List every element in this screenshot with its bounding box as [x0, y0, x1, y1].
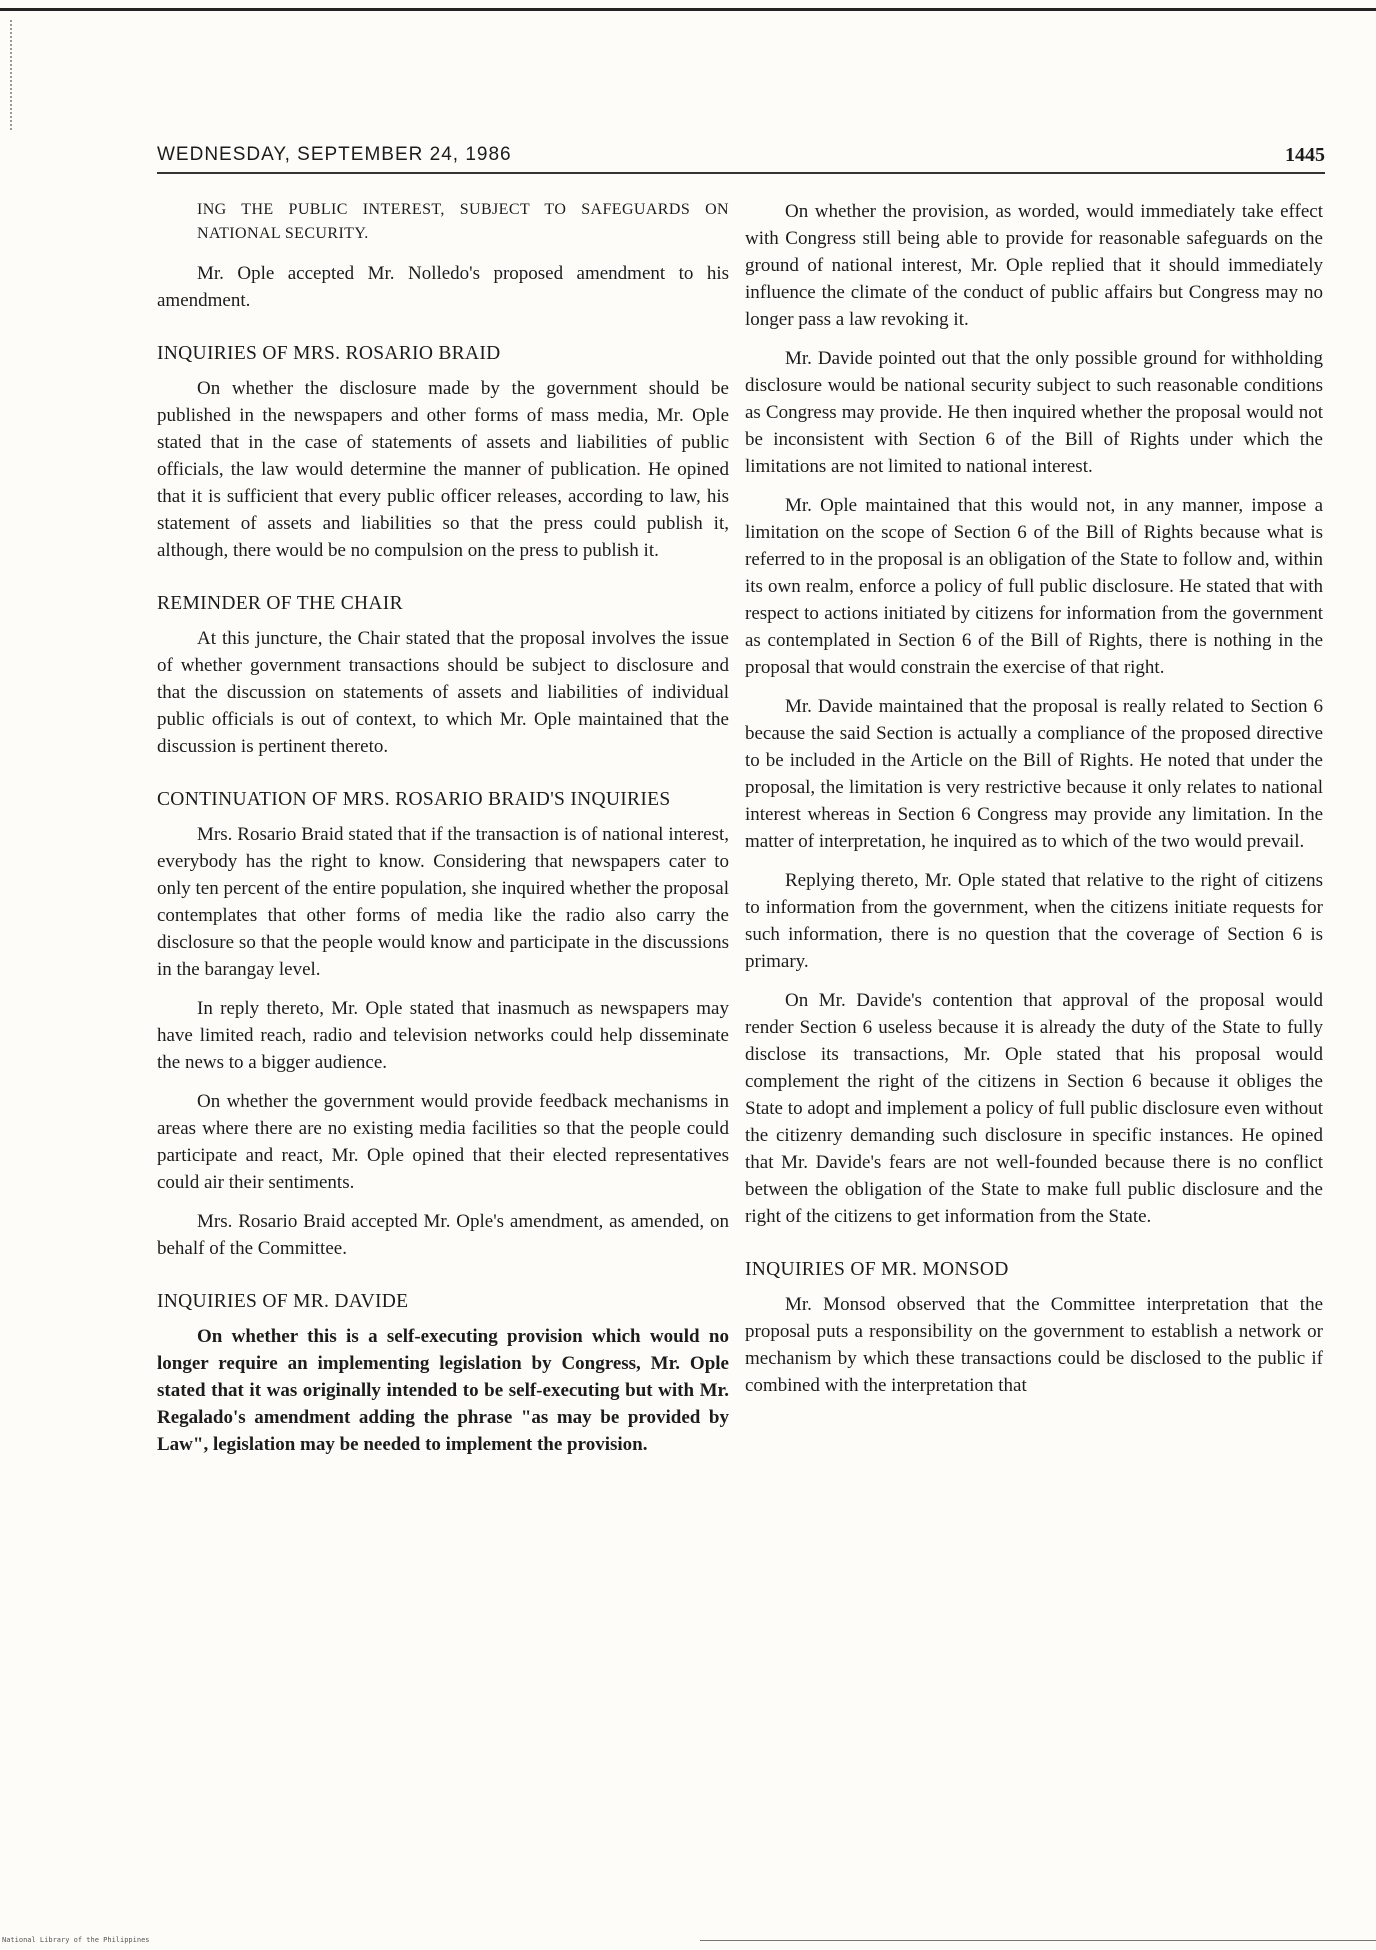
- section-heading: CONTINUATION OF MRS. ROSARIO BRAID'S INQUIRIES: [157, 789, 671, 810]
- paragraph: On Mr. Davide's contention that approval of the proposal would render Section 6 useless because it is already the duty of the State to fully disclose its transactions, Mr. Ople stated that his proposal would complement the right of the citizens in Section 6 because it obliges the State to adopt and implement a policy of full public disclosure even without the citizenry demanding such disclosure in specific instances. He opined that Mr. Davide's fears are not well-founded because there is no conflict between the obligation of the State to make full public disclosure and the right of the citizens to get information from the State.: [745, 990, 1323, 1227]
- paragraph: At this juncture, the Chair stated that the proposal involves the issue of whether government transactions should be subject to disclosure and that the discussion on statements of assets and liabilities of individual public officials is out of context, to which Mr. Ople maintained that the discussion is pertinent thereto.: [157, 628, 729, 757]
- scan-edge-mark: [10, 20, 32, 130]
- paragraph: Replying thereto, Mr. Ople stated that relative to the right of citizens to information from the government, when the citizens initiate requests for such information, there is no question that the coverage of Section 6 is primary.: [745, 870, 1323, 972]
- bottom-rule: [700, 1940, 1376, 1941]
- paragraph: On whether this is a self-executing provision which would no longer require an implementing legislation by Congress, Mr. Ople stated that it was originally intended to be self-executing but with Mr. Regalado's amendment adding the phrase "as may be provided by Law", legislation may be needed to implement the provision.: [157, 1326, 729, 1455]
- paragraph: In reply thereto, Mr. Ople stated that inasmuch as newspapers may have limited reach, radio and television networks could help disseminate the news to a bigger audience.: [157, 998, 729, 1073]
- paragraph: Mr. Ople accepted Mr. Nolledo's proposed amendment to his amendment.: [157, 263, 729, 311]
- paragraph: Mrs. Rosario Braid accepted Mr. Ople's amendment, as amended, on behalf of the Committee.: [157, 1211, 729, 1259]
- right-column: [745, 198, 1323, 1411]
- paragraph: Mrs. Rosario Braid stated that if the transaction is of national interest, everybody has the right to know. Considering that newspapers cater to only ten percent of the entire population, she inquired whether the proposal contemplates that other forms of media like the radio also carry the disclosure so that the people would know and participate in the discussions in the barangay level.: [157, 824, 729, 980]
- header-date: WEDNESDAY, SEPTEMBER 24, 1986: [157, 144, 512, 165]
- paragraph: Mr. Davide pointed out that the only possible ground for withholding disclosure would be national security subject to such reasonable conditions as Congress may provide. He then inquired whether the proposal would not be inconsistent with Section 6 of the Bill of Rights under which the limitations are not limited to national interest.: [745, 348, 1323, 477]
- section-heading: INQUIRIES OF MRS. ROSARIO BRAID: [157, 343, 501, 364]
- section-heading: INQUIRIES OF MR. MONSOD: [745, 1259, 1009, 1280]
- section-heading: INQUIRIES OF MR. DAVIDE: [157, 1291, 409, 1312]
- paragraph: Mr. Davide maintained that the proposal is really related to Section 6 because the said Section is actually a compliance of the proposed directive to be included in the Article on the Bill of Rights. He noted that under the proposal, the limitation is very restrictive because it only relates to national interest whereas in Section 6 Congress may provide any limitation. In the matter of interpretation, he inquired as to which of the two would prevail.: [745, 696, 1323, 852]
- top-border-rule: [0, 8, 1376, 11]
- left-column: [157, 198, 729, 1470]
- page-number: 1445: [1285, 144, 1325, 166]
- scan-footer-note: National Library of the Philippines: [2, 1936, 150, 1944]
- paragraph: On whether the provision, as worded, would immediately take effect with Congress still being able to provide for reasonable safeguards on the ground of national interest, Mr. Ople replied that it should immediately influence the climate of the conduct of public affairs but Congress may no longer pass a law revoking it.: [745, 201, 1323, 330]
- header-rule: [157, 172, 1325, 174]
- paragraph: Mr. Monsod observed that the Committee interpretation that the proposal puts a responsibility on the government to establish a network or mechanism by which these transactions could be disclosed to the public if combined with the interpretation that: [745, 1294, 1323, 1396]
- intro-caps-text: ING THE PUBLIC INTEREST, SUBJECT TO SAFEGUARDS ON NATIONAL SECURITY.: [197, 201, 729, 242]
- page-header: [157, 144, 1325, 174]
- paragraph: On whether the disclosure made by the government should be published in the newspapers and other forms of mass media, Mr. Ople stated that in the case of statements of assets and liabilities of public officials, the law would determine the manner of publication. He opined that it is sufficient that every public officer releases, according to law, his statement of assets and liabilities so that the press could publish it, although, there would be no compulsion on the press to publish it.: [157, 378, 729, 561]
- paragraph: Mr. Ople maintained that this would not, in any manner, impose a limitation on the scope of Section 6 of the Bill of Rights because what is referred to in the proposal is an obligation of the State to follow and, within its own realm, enforce a policy of full public disclosure. He stated that with respect to actions initiated by citizens for information from the government as contemplated in Section 6 of the Bill of Rights, there is nothing in the proposal that would constrain the exercise of that right.: [745, 495, 1323, 678]
- section-heading: REMINDER OF THE CHAIR: [157, 593, 403, 614]
- paragraph: On whether the government would provide feedback mechanisms in areas where there are no existing media facilities so that the people could participate and react, Mr. Ople opined that their elected representatives could air their sentiments.: [157, 1091, 729, 1193]
